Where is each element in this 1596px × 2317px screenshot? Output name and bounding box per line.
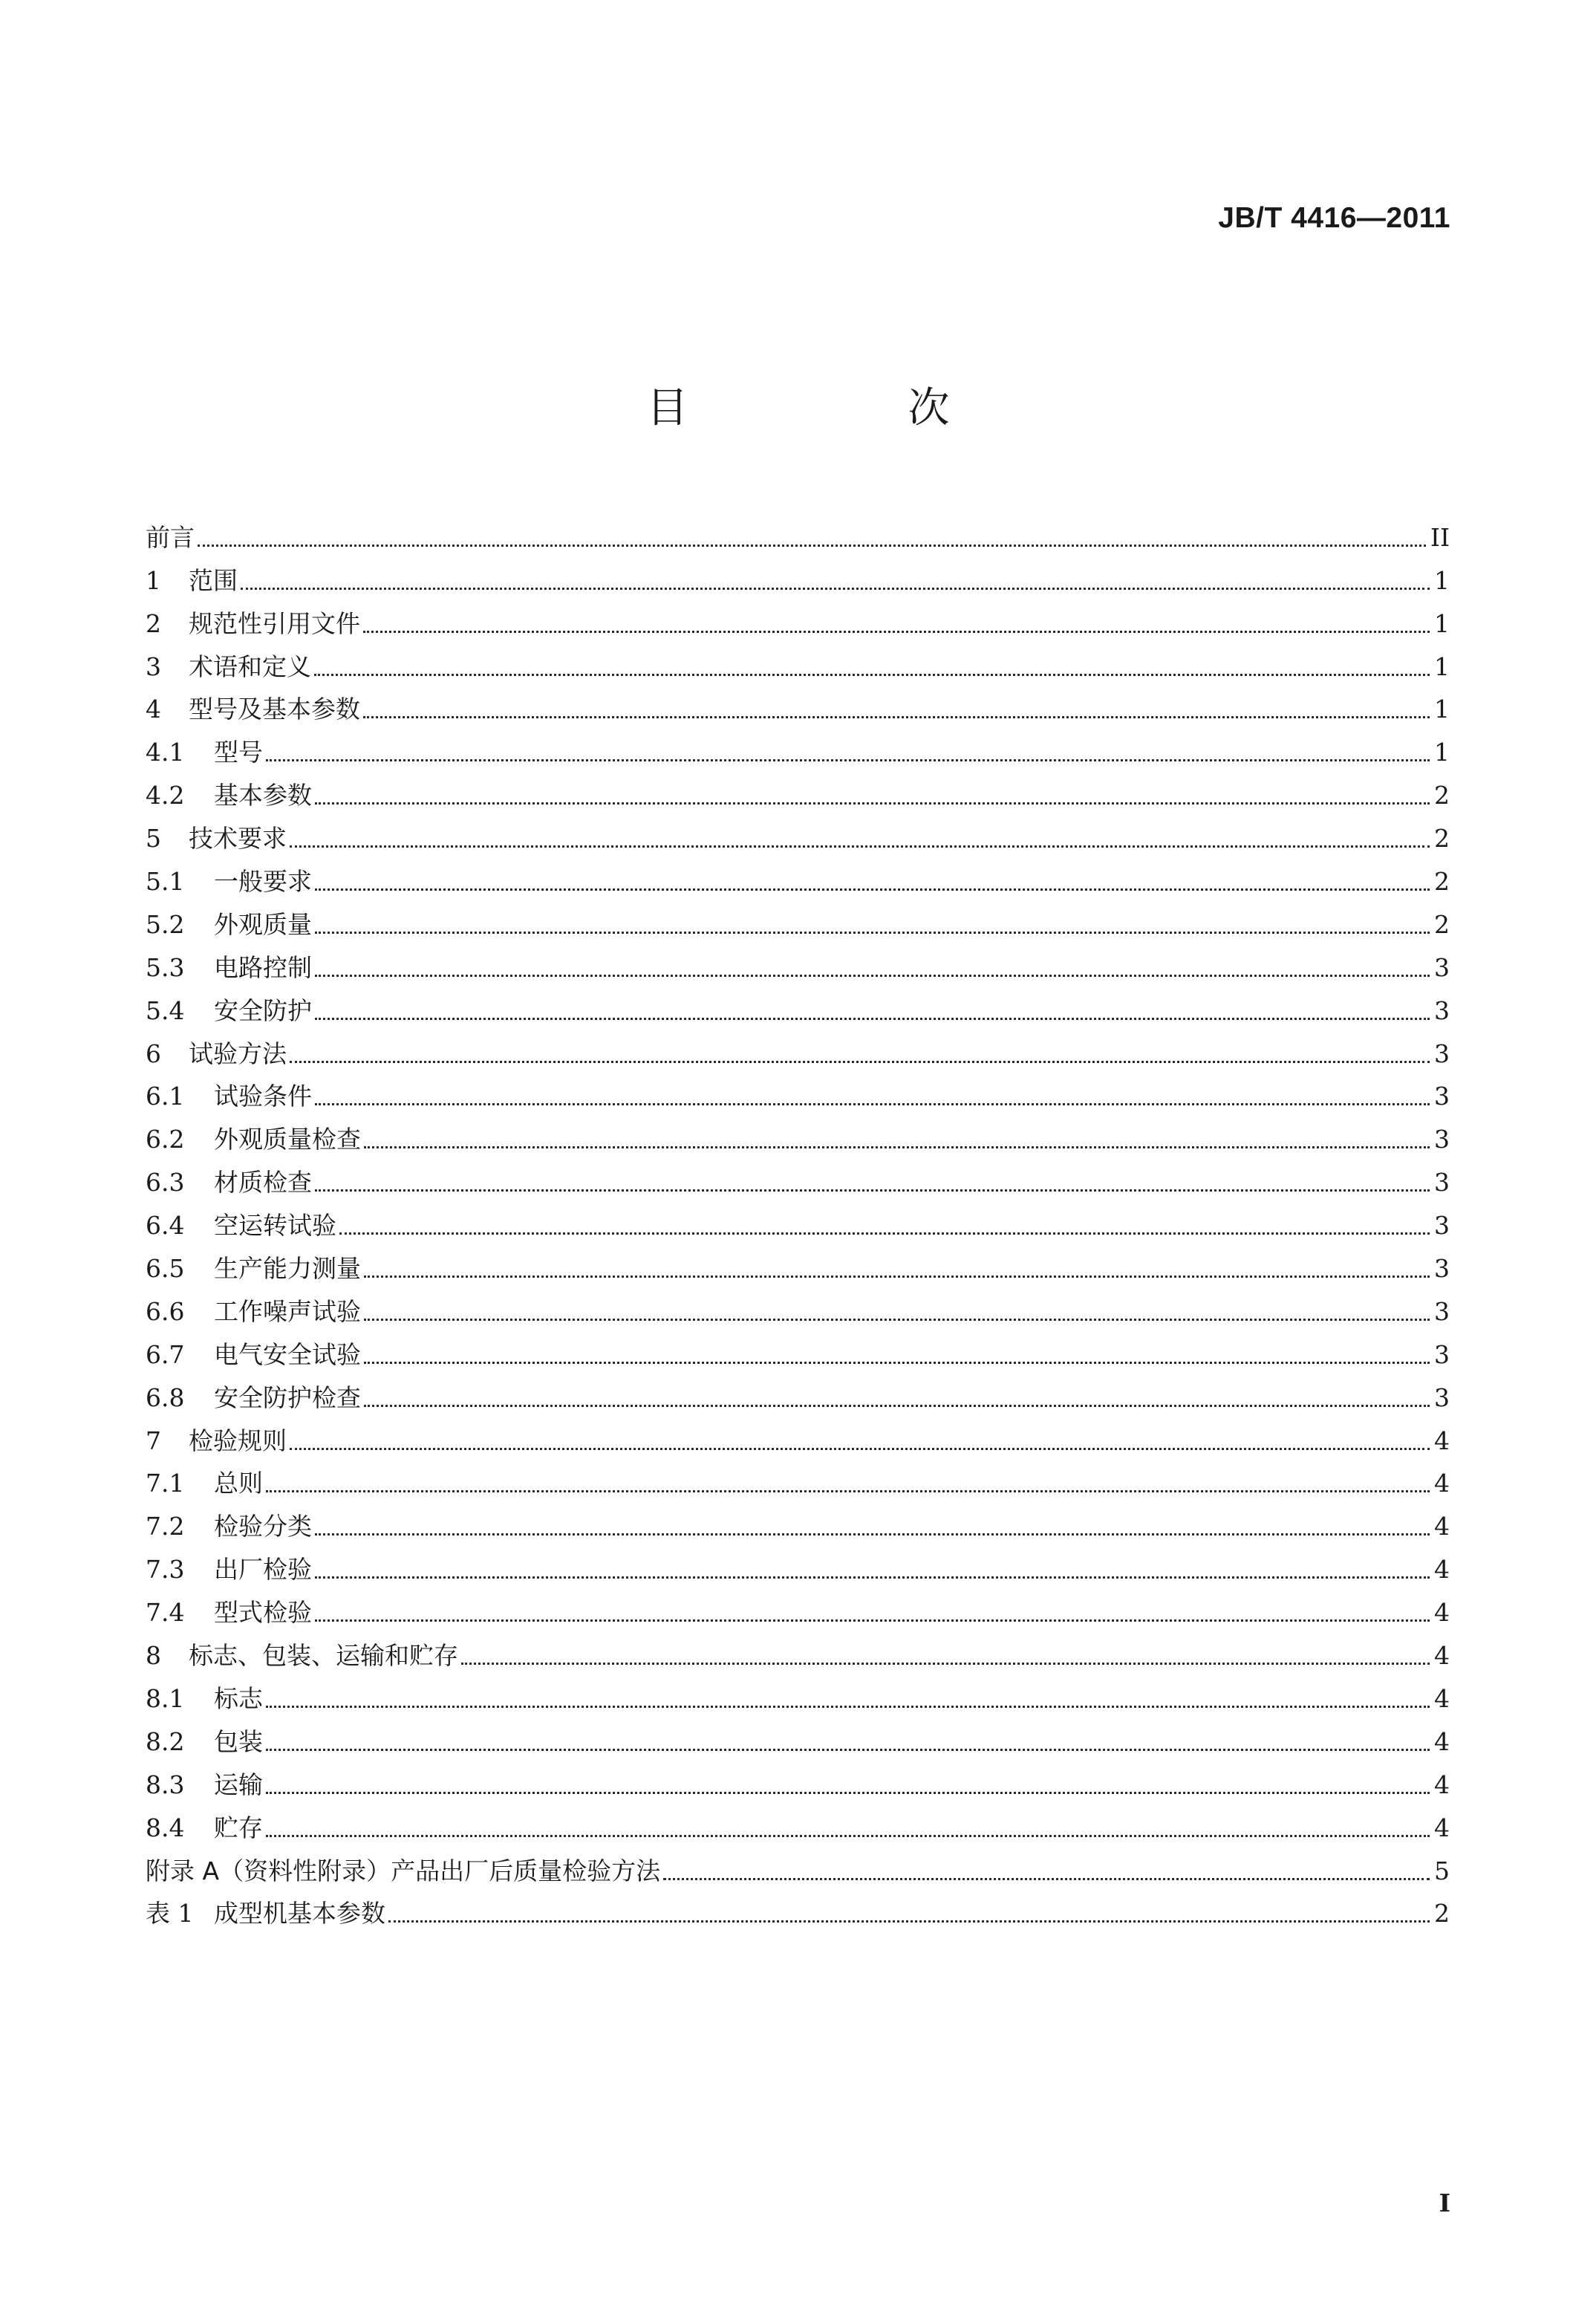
toc-entry-page: 2 (1434, 909, 1450, 939)
toc-entry-title: 前言 (146, 522, 195, 552)
toc-entry-page: 1 (1434, 695, 1450, 724)
toc-entry-title: 基本参数 (214, 781, 312, 810)
toc-entry[interactable] (146, 640, 1450, 683)
toc-entry-page: 3 (1434, 1082, 1450, 1111)
dot-leader (364, 1319, 1430, 1321)
toc-entry[interactable] (146, 1027, 1450, 1070)
toc-entry-title: 型式检验 (214, 1598, 312, 1628)
toc-entry[interactable] (146, 984, 1450, 1027)
toc-entry[interactable] (146, 726, 1450, 769)
toc-entry-title: 运输 (214, 1770, 263, 1799)
toc-entry-title: 规范性引用文件 (189, 608, 360, 638)
dot-leader (315, 802, 1430, 805)
dot-leader (663, 1878, 1430, 1880)
toc-entry[interactable] (146, 1758, 1450, 1801)
toc-entry-title: 检验分类 (214, 1512, 312, 1541)
toc-entry-title: 总则 (214, 1469, 263, 1498)
dot-leader (364, 1405, 1430, 1407)
toc-entry[interactable] (146, 554, 1450, 597)
toc-entry-title: 标志、包装、运输和贮存 (189, 1641, 458, 1671)
toc-entry-page: 3 (1434, 1254, 1450, 1284)
toc-entry[interactable] (146, 1500, 1450, 1543)
toc-entry-number: 7.1 (146, 1469, 185, 1498)
toc-entry-number: 6 (146, 1039, 161, 1068)
toc-entry-title: 空运转试验 (214, 1211, 336, 1241)
toc-entry[interactable] (146, 1629, 1450, 1672)
toc-entry-title: 试验条件 (214, 1082, 312, 1111)
toc-entry[interactable] (146, 1070, 1450, 1114)
toc-entry[interactable] (146, 1371, 1450, 1414)
dot-leader (315, 975, 1430, 977)
toc-entry[interactable] (146, 855, 1450, 898)
toc-entry[interactable] (146, 1199, 1450, 1242)
toc-entry-title: 贮存 (214, 1813, 263, 1842)
toc-entry[interactable] (146, 1586, 1450, 1629)
toc-entry-title: 一般要求 (214, 867, 312, 897)
toc-entry[interactable] (146, 769, 1450, 812)
toc-entry-page: 3 (1434, 1039, 1450, 1068)
toc-entry-title: 包装 (214, 1726, 263, 1756)
toc-entry-number: 6.1 (146, 1082, 185, 1111)
dot-leader (266, 1706, 1430, 1708)
dot-leader (266, 1835, 1430, 1837)
dot-leader (364, 1146, 1430, 1148)
toc-entry-title: 技术要求 (189, 824, 287, 854)
toc-entry-page: 2 (1434, 1899, 1450, 1928)
dot-leader (364, 1362, 1430, 1364)
toc-entry-page: II (1430, 522, 1450, 552)
toc-entry-page: 5 (1434, 1856, 1450, 1885)
toc-entry-page: 3 (1434, 995, 1450, 1025)
toc-entry-title: 材质检查 (214, 1168, 312, 1198)
toc-entry[interactable] (146, 597, 1450, 640)
toc-entry-number: 5.4 (146, 995, 185, 1025)
toc-entry[interactable] (146, 1328, 1450, 1371)
dot-leader (388, 1920, 1430, 1923)
dot-leader (315, 1103, 1430, 1105)
dot-leader (266, 759, 1430, 761)
toc-entry-title: 型号 (214, 738, 263, 767)
toc-entry-page: 4 (1434, 1598, 1450, 1628)
toc-entry[interactable] (146, 941, 1450, 984)
toc-entry-number: 表 1 (146, 1899, 194, 1928)
toc-entry-number: 8 (146, 1641, 161, 1671)
toc-entry-page: 1 (1434, 608, 1450, 638)
toc-entry-number: 6.2 (146, 1125, 185, 1154)
toc-entry-number: 1 (146, 565, 161, 595)
toc-entry-title: 工作噪声试验 (214, 1296, 361, 1326)
toc-entry-title: 附录 A（资料性附录）产品出厂后质量检验方法 (146, 1856, 661, 1885)
toc-entry-page: 4 (1434, 1770, 1450, 1799)
toc-entry-number: 7.3 (146, 1555, 185, 1585)
toc-entry-page: 3 (1434, 1339, 1450, 1369)
dot-leader (315, 1619, 1430, 1622)
toc-entry-title: 标志 (214, 1683, 263, 1713)
toc-entry-number: 8.3 (146, 1770, 185, 1799)
toc-entry-number: 8.2 (146, 1726, 185, 1756)
toc-entry-number: 5.1 (146, 867, 185, 897)
toc-entry-page: 4 (1434, 1726, 1450, 1756)
toc-entry-page: 4 (1434, 1813, 1450, 1842)
toc-entry-title: 生产能力测量 (214, 1254, 361, 1284)
toc-entry[interactable] (146, 1888, 1450, 1931)
dot-leader (266, 1792, 1430, 1794)
dot-leader (315, 1533, 1430, 1536)
toc-entry-number: 5.2 (146, 909, 185, 939)
dot-leader (290, 1448, 1430, 1450)
toc-entry-number: 6.4 (146, 1211, 185, 1241)
dot-leader (461, 1663, 1430, 1665)
toc-entry-page: 4 (1434, 1683, 1450, 1713)
dot-leader (315, 1189, 1430, 1192)
toc-entry[interactable] (146, 898, 1450, 941)
dot-leader (266, 1749, 1430, 1751)
toc-entry[interactable] (146, 1672, 1450, 1715)
toc-entry[interactable] (146, 1458, 1450, 1501)
toc-entry[interactable] (146, 1285, 1450, 1328)
toc-entry-number: 3 (146, 651, 161, 681)
toc-entry[interactable] (146, 1113, 1450, 1156)
toc-entry[interactable] (146, 1156, 1450, 1199)
toc-entry-number: 5 (146, 824, 161, 854)
toc-entry-number: 5.3 (146, 952, 185, 982)
toc-entry-number: 7.2 (146, 1512, 185, 1541)
toc-entry[interactable] (146, 683, 1450, 727)
toc-entry[interactable] (146, 1715, 1450, 1758)
page-title: 目 次 (646, 384, 1039, 432)
toc-entry-number: 6.8 (146, 1382, 185, 1412)
toc-entry-page: 3 (1434, 1382, 1450, 1412)
dot-leader (315, 1018, 1430, 1020)
toc-entry-page: 3 (1434, 1211, 1450, 1241)
toc-entry-title: 外观质量检查 (214, 1125, 361, 1154)
toc-entry-page: 3 (1434, 1125, 1450, 1154)
dot-leader (198, 545, 1426, 547)
dot-leader (241, 588, 1430, 590)
toc-entry-page: 2 (1434, 781, 1450, 810)
toc-entry-number: 2 (146, 608, 161, 638)
table-of-contents (146, 511, 1450, 1930)
toc-entry-page: 3 (1434, 952, 1450, 982)
toc-entry-number: 8.1 (146, 1683, 185, 1713)
toc-entry-page: 2 (1434, 867, 1450, 897)
toc-entry-title: 安全防护检查 (214, 1382, 361, 1412)
dot-leader (290, 1061, 1430, 1063)
toc-entry-title: 安全防护 (214, 995, 312, 1025)
toc-entry[interactable] (146, 1845, 1450, 1888)
dot-leader (290, 845, 1430, 848)
toc-entry-title: 电气安全试验 (214, 1339, 361, 1369)
toc-entry[interactable] (146, 1242, 1450, 1285)
toc-entry-title: 型号及基本参数 (189, 695, 360, 724)
toc-entry-title: 电路控制 (214, 952, 312, 982)
toc-entry-page: 1 (1434, 565, 1450, 595)
dot-leader (363, 716, 1430, 718)
toc-entry-title: 术语和定义 (189, 651, 311, 681)
toc-entry-page: 4 (1434, 1426, 1450, 1455)
toc-entry-number: 8.4 (146, 1813, 185, 1842)
toc-entry-page: 2 (1434, 824, 1450, 854)
toc-entry-page: 1 (1434, 651, 1450, 681)
standard-number: JB/T 4416—2011 (1218, 202, 1450, 234)
toc-entry-title: 范围 (189, 565, 238, 595)
toc-entry[interactable] (146, 511, 1450, 554)
toc-entry-title: 试验方法 (189, 1039, 287, 1068)
toc-entry-page: 3 (1434, 1168, 1450, 1198)
dot-leader (315, 1576, 1430, 1579)
toc-entry-page: 4 (1434, 1641, 1450, 1671)
toc-entry-number: 6.6 (146, 1296, 185, 1326)
toc-entry-number: 6.7 (146, 1339, 185, 1369)
dot-leader (266, 1490, 1430, 1492)
toc-entry-number: 6.3 (146, 1168, 185, 1198)
toc-entry[interactable] (146, 1543, 1450, 1586)
toc-entry-title: 外观质量 (214, 909, 312, 939)
toc-entry-page: 4 (1434, 1469, 1450, 1498)
toc-entry-title: 出厂检验 (214, 1555, 312, 1585)
dot-leader (315, 888, 1430, 891)
toc-entry[interactable] (146, 812, 1450, 855)
toc-entry-title: 成型机基本参数 (214, 1899, 385, 1928)
dot-leader (363, 631, 1430, 633)
toc-entry-number: 4.1 (146, 738, 185, 767)
toc-entry-number: 7 (146, 1426, 161, 1455)
toc-entry-number: 4.2 (146, 781, 185, 810)
dot-leader (364, 1276, 1430, 1278)
dot-leader (315, 932, 1430, 934)
toc-entry-number: 7.4 (146, 1598, 185, 1628)
dot-leader (314, 674, 1430, 676)
toc-entry-page: 1 (1434, 738, 1450, 767)
toc-entry-page: 4 (1434, 1555, 1450, 1585)
toc-entry-page: 4 (1434, 1512, 1450, 1541)
toc-entry-number: 4 (146, 695, 161, 724)
toc-entry-title: 检验规则 (189, 1426, 287, 1455)
toc-entry-page: 3 (1434, 1296, 1450, 1326)
page-number: I (1439, 2188, 1450, 2217)
toc-entry-number: 6.5 (146, 1254, 185, 1284)
toc-entry[interactable] (146, 1801, 1450, 1845)
dot-leader (339, 1232, 1430, 1235)
toc-entry[interactable] (146, 1414, 1450, 1458)
